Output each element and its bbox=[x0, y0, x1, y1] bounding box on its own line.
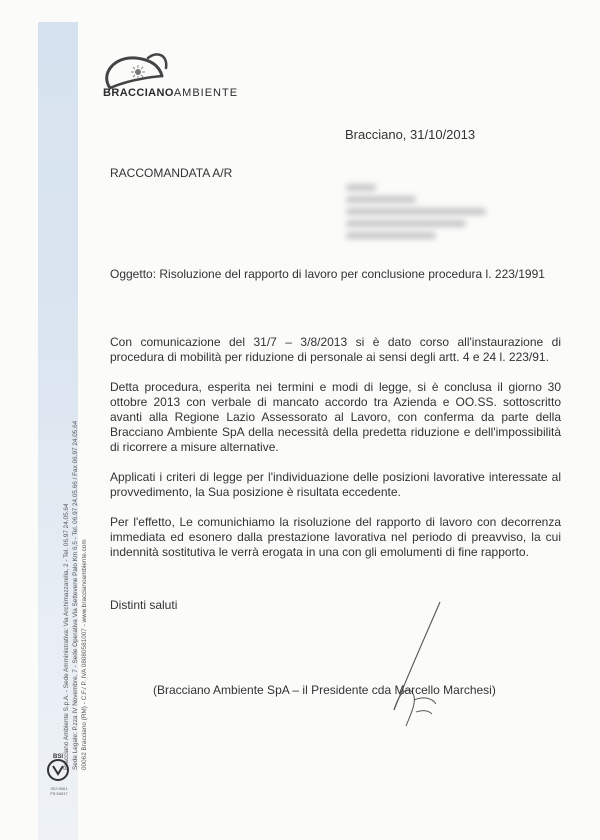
company-details-line-3: 00062 Bracciano (RM) - C.F./ P. IVA 08080581007 - www.braccianoambiente.com bbox=[81, 539, 88, 770]
recipient-address-redacted bbox=[336, 180, 496, 240]
letter-body bbox=[110, 335, 561, 575]
delivery-type: RACCOMANDATA A/R bbox=[110, 166, 233, 180]
body-paragraph: Con comunicazione del 31/7 – 3/8/2013 si è dato corso all'instaurazione di procedura di mobilità per riduzione di personale ai sensi degli artt. 4 e 24 l. 223/91. bbox=[110, 335, 561, 364]
signature-line: (Bracciano Ambiente SpA – il Presidente cda Marcello Marchesi) bbox=[153, 683, 496, 697]
body-paragraph: Detta procedura, esperita nei termini e modi di legge, si è conclusa il giorno 30 ottobre 2013 con verbale di mancato accordo tra Azienda e OO.SS. sottoscritto avanti alla Regione Lazio Assessorato al Lavoro, con conferma da parte della Bracciano Ambiente SpA della necessità della predetta riduzione e dell'impossibilità di ricorrere a misure alternative. bbox=[110, 380, 561, 454]
letter-subject: Oggetto: Risoluzione del rapporto di lavoro per conclusione procedura l. 223/1991 bbox=[110, 267, 545, 281]
cert-line: FS 54017 bbox=[50, 791, 68, 796]
letter-date: Bracciano, 31/10/2013 bbox=[345, 127, 476, 142]
logo-brand-light: AMBIENTE bbox=[173, 87, 239, 99]
letter-closing: Distinti saluti bbox=[110, 598, 178, 612]
company-logo-icon bbox=[96, 48, 276, 108]
body-paragraph: Applicati i criteri di legge per l'individuazione delle posizioni lavorative interessate al provvedimento, la Sua posizione è risultata eccedente. bbox=[110, 470, 561, 499]
cert-line: ISO 9001 bbox=[50, 786, 68, 791]
logo-brand-bold: BRACCIANO bbox=[103, 87, 174, 99]
company-details-line-1: Bracciano Ambiente S.p.A. - Sede Amministrativa: Via Archimazzarella, 2 - Tel. 06.97 24.05.64 bbox=[63, 503, 70, 770]
cert-brand: BSI bbox=[52, 754, 64, 760]
certification-logo-icon bbox=[42, 752, 74, 812]
company-details-line-2: Sede Legale: P.zza IV Novembre, 7 - Sede Operativa Via Settevene Palo Km 6,5 - Tel. 06.97 24.05.66 / Fax 06.97 24.05.64 bbox=[72, 420, 79, 770]
body-paragraph: Per l'effetto, Le comunichiamo la risoluzione del rapporto di lavoro con decorrenza immediata ed esonero dalla prestazione lavorativa nel periodo di preavviso, la cui indennità sostitutiva le verrà erogata in una con gli emolumenti di fine rapporto. bbox=[110, 515, 561, 559]
company-logo-text bbox=[103, 87, 238, 99]
handwritten-signature-icon bbox=[370, 600, 460, 730]
cert-text bbox=[48, 786, 70, 796]
company-details-vertical bbox=[62, 421, 89, 770]
